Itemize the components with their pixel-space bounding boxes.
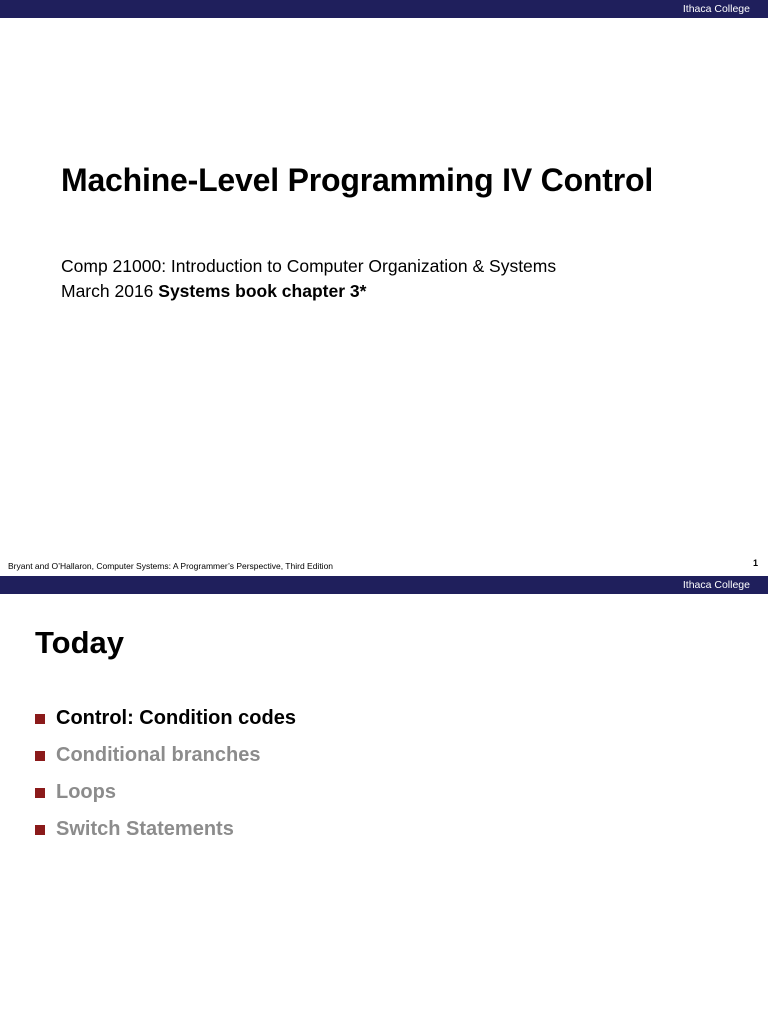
header-bar (0, 576, 768, 594)
square-bullet-icon (35, 825, 45, 835)
agenda-list (35, 700, 296, 848)
square-bullet-icon (35, 751, 45, 761)
slide-title: Machine-Level Programming IV Control (61, 162, 654, 198)
header-bar (0, 0, 768, 18)
slide-2 (0, 576, 768, 1024)
course-line: Comp 21000: Introduction to Computer Organization & Systems (61, 256, 557, 276)
square-bullet-icon (35, 714, 45, 724)
square-bullet-icon (35, 788, 45, 798)
date-line (61, 279, 366, 304)
date-text: March 2016 (61, 281, 159, 301)
list-item-label: Control: Condition codes (56, 707, 296, 729)
institution-label: Ithaca College (682, 579, 750, 591)
list-item-label: Conditional branches (56, 744, 261, 766)
list-item (35, 700, 296, 737)
list-item (35, 737, 296, 774)
slide-title: Today (35, 625, 124, 660)
list-item-label: Switch Statements (56, 818, 234, 840)
page-number: 1 (752, 558, 758, 568)
footer-citation: Bryant and O’Hallaron, Computer Systems: A Programmer’s Perspective, Third Edition (8, 561, 334, 571)
chapter-text: Systems book chapter 3* (158, 281, 367, 301)
institution-label: Ithaca College (682, 3, 750, 15)
list-item-label: Loops (56, 781, 116, 803)
list-item (35, 774, 296, 811)
list-item (35, 811, 296, 848)
